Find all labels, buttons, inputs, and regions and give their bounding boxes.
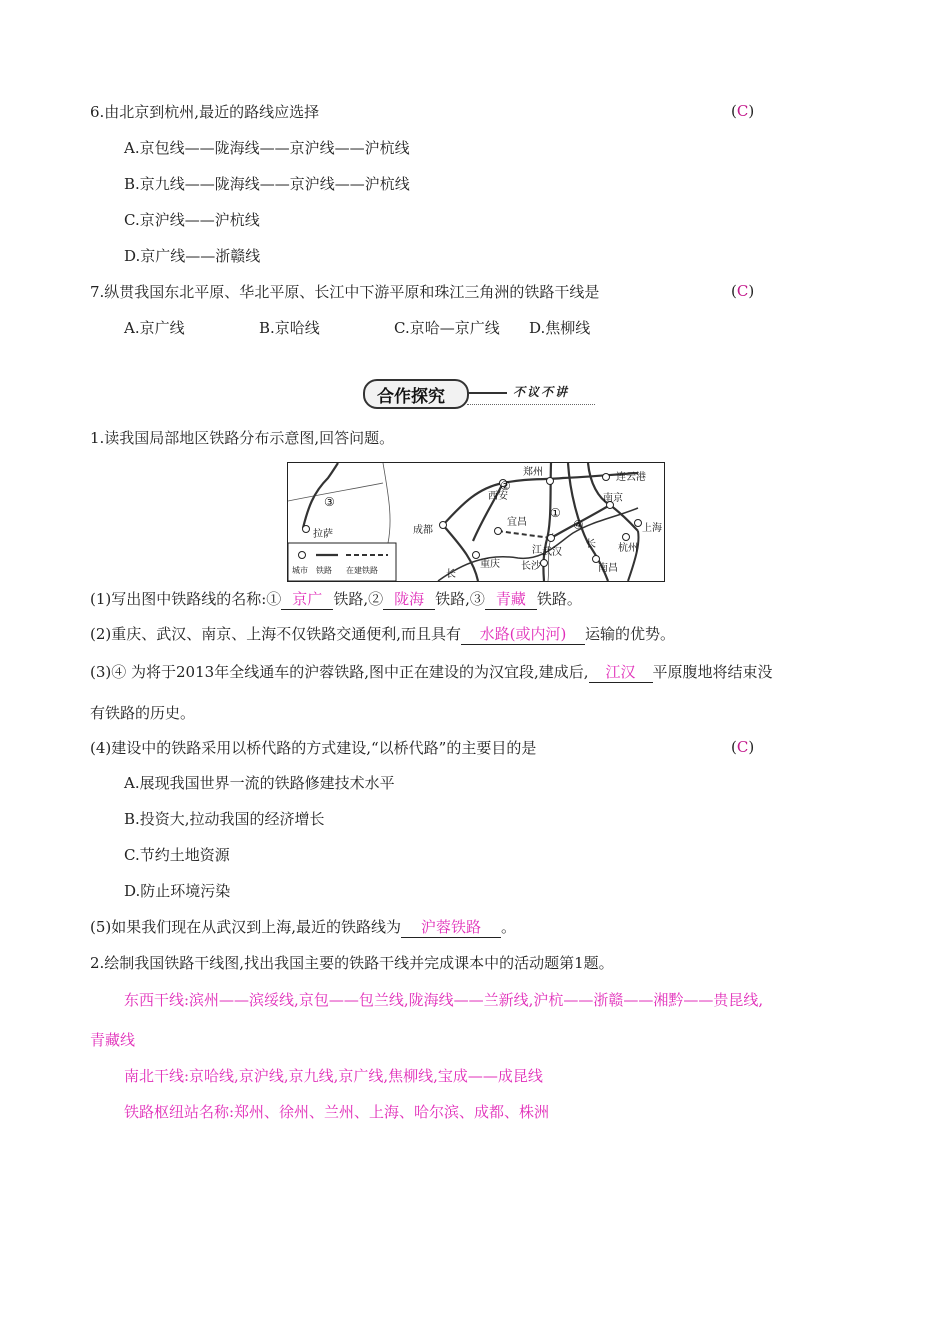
- q6-option-b: B.京九线——陇海线——京沪线——沪杭线: [124, 175, 410, 193]
- p1-s1-suffix: 铁路。: [536, 590, 582, 608]
- p1-s2-prefix: (2)重庆、武汉、南京、上海不仅铁路交通便利,而且具有: [90, 625, 462, 643]
- map-label-chongqing: 重庆: [480, 559, 500, 570]
- map-label-lhasa: 拉萨: [313, 529, 333, 540]
- map-city-chongqing: [473, 552, 480, 559]
- p2-east-west-line1: 东西干线:滨州——滨绥线,京包——包兰线,陇海线——兰新线,沪杭——浙赣——湘黔——贵昆线,: [124, 991, 764, 1009]
- p1-s1: [90, 589, 582, 610]
- p1-s5-prefix: (5)如果我们现在从武汉到上海,最近的铁路线为: [90, 918, 402, 936]
- q6-option-c: C.京沪线——沪杭线: [124, 211, 260, 229]
- p2-east-west-line2: 青藏线: [90, 1031, 136, 1049]
- map-city-yichang: [495, 528, 502, 535]
- map-city-changsha: [541, 560, 548, 567]
- q6-option-d: D.京广线——浙赣线: [124, 247, 261, 265]
- p1-s4-answer-open: (: [731, 738, 737, 756]
- p1-s3-prefix: (3)④ 为将于2013年全线通车的沪蓉铁路,图中正在建设的为汉宜段,建成后,: [90, 663, 589, 681]
- map-city-hangzhou: [623, 534, 630, 541]
- map-river-char: 长: [586, 539, 596, 550]
- map-legend-city-label: 城市: [292, 566, 308, 575]
- p1-s5-suffix: 。: [501, 918, 517, 936]
- map-legend-construction-label: 在建铁路: [346, 566, 378, 575]
- map-legend-railway-label: 铁路: [316, 566, 332, 575]
- q6-option-a: A.京包线——陇海线——京沪线——沪杭线: [124, 139, 410, 157]
- map-label-lianyungang: 连云港: [616, 472, 646, 483]
- section-underline: [467, 404, 595, 405]
- map-label-nanjing: 南京: [603, 493, 623, 504]
- q7-options: [124, 318, 664, 338]
- p1-s4-option-b: B.投资大,拉动我国的经济增长: [124, 810, 325, 828]
- p1-s5: [90, 917, 516, 938]
- p1-s1-answer-3: 青藏: [485, 589, 537, 610]
- q7-answer-close: ): [748, 282, 755, 300]
- q7-answer-letter: C: [736, 282, 749, 300]
- p1-s1-mid2: 铁路,③: [435, 590, 485, 608]
- map-city-shanghai: [635, 520, 642, 527]
- q7-question: 7.纵贯我国东北平原、华北平原、长江中下游平原和珠江三角洲的铁路干线是: [90, 283, 600, 301]
- p1-s3-answer: 江汉: [589, 662, 653, 683]
- map-line-number-2: ②: [500, 479, 511, 493]
- q6-answer-close: ): [748, 102, 755, 120]
- q7-option-d: D.焦柳线: [529, 319, 591, 337]
- q6-question: 6.由北京到杭州,最近的路线应选择: [90, 103, 320, 121]
- p1-s4-answer-letter: C: [736, 738, 749, 756]
- q6-answer-letter: C: [736, 102, 749, 120]
- p1-s5-answer: 沪蓉铁路: [401, 917, 501, 938]
- map-legend-box: [288, 543, 396, 581]
- map-label-hangzhou: 杭州: [618, 543, 638, 554]
- map-label-zhengzhou: 郑州: [523, 467, 543, 478]
- map-city-chengdu: [440, 522, 447, 529]
- p1-s3-line2: 有铁路的历史。: [90, 704, 196, 722]
- p2-question: 2.绘制我国铁路干线图,找出我国主要的铁路干线并完成课本中的活动题第1题。: [90, 954, 614, 972]
- map-label-nanchang: 南昌: [598, 563, 618, 574]
- map-label-shanghai: 上海: [642, 523, 662, 534]
- map-river-char: 长: [446, 569, 456, 580]
- q7-answer: [731, 282, 754, 300]
- map-line-number-3: ③: [324, 495, 335, 509]
- map-boundary-line: [288, 483, 383, 501]
- p1-s1-mid1: 铁路,②: [333, 590, 384, 608]
- p2-north-south: 南北干线:京哈线,京沪线,京九线,京广线,焦柳线,宝成——成昆线: [124, 1067, 543, 1085]
- p1-s2-suffix: 运输的优势。: [585, 625, 676, 643]
- p1-s4-option-c: C.节约土地资源: [124, 846, 230, 864]
- p2-hubs: 铁路枢纽站名称:郑州、徐州、兰州、上海、哈尔滨、成都、株洲: [124, 1103, 550, 1121]
- section-header: [363, 377, 595, 409]
- map-label-wuhan: 武汉: [542, 547, 562, 558]
- p1-intro: 1.读我国局部地区铁路分布示意图,回答问题。: [90, 429, 395, 447]
- p1-s1-answer-2: 陇海: [383, 589, 435, 610]
- railway-map: [287, 462, 665, 582]
- p1-s2: [90, 624, 675, 645]
- section-title: 合作探究: [377, 387, 445, 407]
- p1-s4-answer: [731, 738, 754, 756]
- p1-s2-answer: 水路(或内河): [461, 624, 585, 645]
- q7-option-a: A.京广线: [124, 319, 185, 337]
- section-subtitle: 不议不讲: [513, 385, 570, 399]
- map-label-xian: 西安: [488, 491, 508, 502]
- p1-s1-answer-1: 京广: [281, 589, 333, 610]
- map-city-lianyungang: [603, 474, 610, 481]
- map-line-number-4: ④: [573, 518, 584, 532]
- map-city-zhengzhou: [547, 478, 554, 485]
- map-label-chengdu: 成都: [413, 525, 433, 536]
- q7-option-c: C.京哈—京广线: [394, 319, 500, 337]
- p1-s3: [90, 662, 773, 683]
- p1-s1-prefix: (1)写出图中铁路线的名称:①: [90, 590, 282, 608]
- map-line-number-1: ①: [550, 506, 561, 520]
- railway-map-svg: [288, 463, 664, 581]
- map-legend-city-symbol: [299, 552, 306, 559]
- q7-option-b: B.京哈线: [259, 319, 320, 337]
- map-river-char: 江: [532, 545, 542, 556]
- map-railway-under-construction: [498, 531, 551, 538]
- section-dash: [467, 392, 507, 394]
- q6-answer: [731, 102, 754, 120]
- p1-s4-option-a: A.展现我国世界一流的铁路修建技术水平: [124, 774, 395, 792]
- p1-s3-suffix: 平原腹地将结束没: [652, 663, 773, 681]
- p1-s4-option-d: D.防止环境污染: [124, 882, 231, 900]
- map-label-yichang: 宜昌: [507, 517, 527, 528]
- p1-s4-answer-close: ): [748, 738, 755, 756]
- map-city-wuhan: [548, 535, 555, 542]
- q6-answer-open: (: [731, 102, 737, 120]
- q7-answer-open: (: [731, 282, 737, 300]
- map-city-lhasa: [303, 526, 310, 533]
- map-city-nanchang: [593, 556, 600, 563]
- map-label-changsha: 长沙: [521, 561, 541, 572]
- p1-s4-question: (4)建设中的铁路采用以桥代路的方式建设,“以桥代路”的主要目的是: [90, 739, 537, 757]
